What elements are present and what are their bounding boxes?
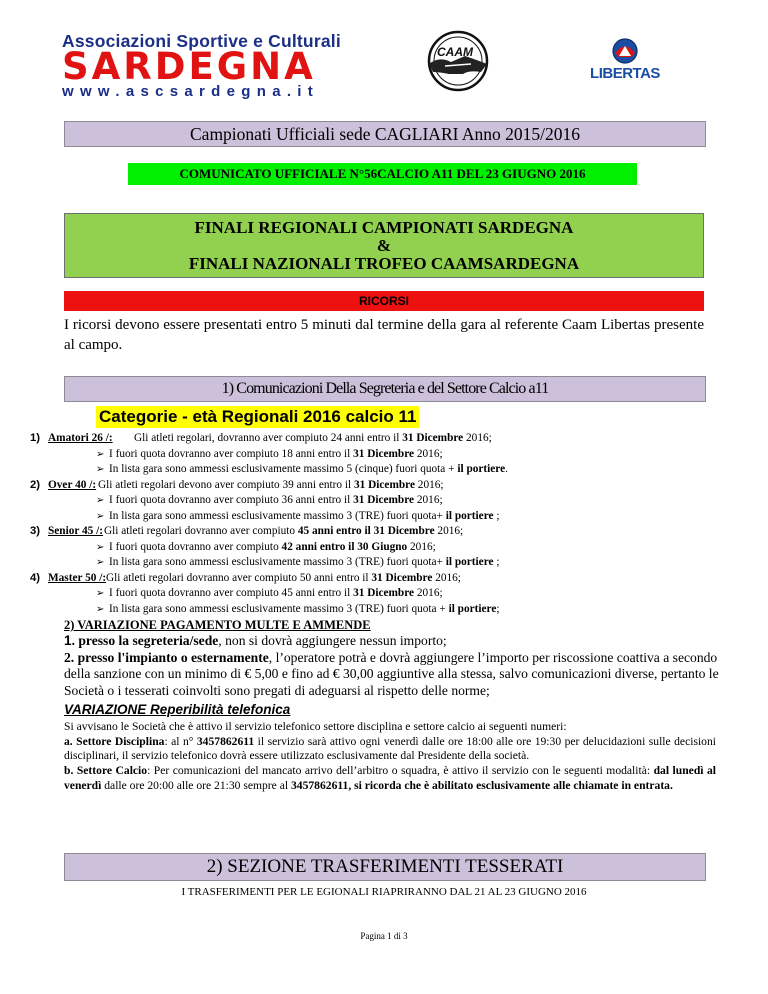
category-text: Gli atleti regolari, dovranno aver compiuto 24 anni entro il: [134, 432, 403, 444]
category-item: [20, 478, 740, 494]
arrow-bullet-icon: ➢: [96, 464, 105, 475]
category-text-bold: 31 Dicembre: [371, 571, 433, 584]
arrow-bullet-icon: ➢: [96, 557, 105, 568]
point-bold: . presso la segreteria/sede: [71, 633, 219, 648]
item-bold: 3457862611, si ricorda che è abilitato esclusivamente alle chiamate in entrata.: [290, 778, 673, 792]
subitem-text: I fuori quota dovranno aver compiuto 36 anni entro il: [109, 494, 354, 506]
heading-part: Reperibilità telefonica: [146, 702, 291, 717]
subitem-text: In lista gara sono ammessi esclusivamente massimo 3 (TRE) fuori quota+: [109, 556, 446, 568]
category-subitem: [20, 540, 740, 556]
libertas-logo: [575, 34, 675, 94]
item-text: dalle ore 20:00 alle ore 21:30 sempre al: [101, 778, 291, 792]
category-subitem: [20, 555, 740, 571]
category-subitem: [20, 602, 740, 618]
category-text: 2016;: [432, 571, 461, 584]
point-number: 1: [64, 633, 72, 648]
category-number: 3): [29, 525, 40, 537]
subitem-text: 2016;: [414, 447, 443, 460]
caam-logo-icon: [415, 30, 501, 92]
asc-logo-line2: SARDEGNA: [62, 45, 316, 88]
arrow-bullet-icon: ➢: [96, 495, 105, 506]
arrow-bullet-icon: ➢: [96, 603, 105, 615]
point-text: , non si dovrà aggiungere nessun importo;: [218, 633, 447, 648]
item-text: : Per comunicazioni del mancato arrivo dell’arbitro o squadra, è attivo il servizio con le seguenti modalità:: [147, 764, 654, 778]
point-number: 2: [64, 649, 71, 665]
arrow-bullet-icon: ➢: [96, 448, 105, 460]
asc-logo-url: www.ascsardegna.it: [62, 83, 320, 100]
item-text: : al n°: [164, 734, 197, 748]
item-text: il servizio sarà attivo ogni venerdì dalle ore 18:00 alle ore 19:30 per delucidazioni sulle decisioni disciplinari, il servizio telefonico dovrà essere utilizzato esclusivamente dal Presidente della società.: [64, 734, 716, 763]
category-subitem: [20, 493, 740, 509]
arrow-bullet-icon: ➢: [96, 510, 105, 522]
category-subitem: [20, 447, 740, 463]
subitem-text-bold: 31 Dicembre: [353, 587, 415, 599]
subitem-text: 2016;: [407, 540, 436, 553]
heading-part: VARIAZIONE: [64, 702, 147, 717]
reperibilita-item-b: [64, 764, 716, 793]
reperibilita-item-a: [64, 735, 716, 764]
arrow-bullet-icon: ➢: [96, 588, 105, 599]
category-text: Gli atleti regolari dovranno aver compiuto: [104, 525, 298, 537]
finali-line3: FINALI NAZIONALI TROFEO CAAMSARDEGNA: [188, 254, 580, 273]
section2-heading: 2) SEZIONE TRASFERIMENTI TESSERATI: [64, 853, 706, 881]
trasferimenti-text: I TRASFERIMENTI PER LE EGIONALI RIAPRIRANNO DAL 21 AL 23 GIUGNO 2016: [181, 886, 587, 898]
subitem-text: ;: [493, 509, 500, 522]
page-title: Campionati Ufficiali sede CAGLIARI Anno 2015/2016: [64, 121, 706, 147]
category-name: Over 40 /:: [48, 478, 97, 491]
point-bold: . presso l'impianto o esternamente: [70, 649, 269, 665]
item-bold: dal lunedì al venerdì: [64, 764, 716, 792]
category-number: 1): [29, 432, 40, 444]
subitem-text-bold: il portiere: [445, 556, 494, 568]
subitem-text: .: [505, 463, 508, 475]
multe-point-2: [64, 650, 724, 700]
asc-sardegna-logo: [62, 31, 402, 100]
category-item: [20, 431, 740, 447]
ricorsi-heading: RICORSI: [64, 291, 704, 311]
caam-logo: [415, 30, 501, 92]
subitem-text: ;: [496, 602, 500, 615]
subitem-text: ;: [493, 556, 500, 568]
subitem-text: In lista gara sono ammessi esclusivamente massimo 5 (cinque) fuori quota +: [109, 463, 458, 475]
category-text-bold: 45 anni entro il 31 Dicembre: [297, 525, 435, 537]
subitem-text: 2016;: [414, 587, 443, 599]
category-text: 2016;: [414, 478, 444, 491]
category-number: 4): [29, 571, 40, 584]
subitem-text: I fuori quota dovranno aver compiuto 45 anni entro il: [109, 587, 354, 599]
category-text-bold: 31 Dicembre: [402, 432, 464, 444]
page-number: Pagina 1 di 3: [360, 931, 408, 941]
category-text: 2016;: [463, 432, 492, 444]
subitem-text: I fuori quota dovranno aver compiuto 18 anni entro il: [109, 447, 354, 460]
category-number: 2): [29, 478, 40, 491]
ricorsi-text: I ricorsi devono essere presentati entro 5 minuti dal termine della gara al referente Caam Libertas presente al campo.: [64, 317, 704, 353]
subitem-text-bold: 42 anni entro il 30 Giugno: [281, 540, 408, 553]
category-name: Master 50 /:: [48, 571, 107, 584]
category-text: Gli atleti regolari dovranno aver compiuto 50 anni entro il: [106, 571, 372, 584]
subitem-text: I fuori quota dovranno aver compiuto: [109, 540, 282, 553]
section1-heading: 1) Comunicazioni Della Segreteria e del Settore Calcio a11: [64, 376, 706, 402]
multe-body: [64, 633, 724, 699]
subitem-text-bold: 31 Dicembre: [353, 447, 415, 460]
reperibilita-heading: [64, 702, 290, 717]
item-label: b. Settore Calcio: [64, 764, 148, 778]
finali-banner: [64, 213, 704, 278]
subitem-text-bold: il portiere: [445, 509, 494, 522]
subitem-text-bold: 31 Dicembre: [353, 494, 415, 506]
finali-line2: &: [376, 236, 392, 255]
category-name: Senior 45 /:: [48, 525, 104, 537]
category-subitem: [20, 462, 740, 478]
category-text: 2016;: [434, 525, 464, 537]
category-item: [20, 571, 740, 587]
category-text: Gli atleti regolari devono aver compiuto 39 anni entro il: [98, 478, 354, 491]
category-text-bold: 31 Dicembre: [354, 478, 415, 491]
subitem-text-bold: il portiere: [457, 463, 506, 475]
point-text: , l’operatore potrà e dovrà aggiungere l’importo per riscossione coattiva a secondo della sanzione con un minimo di € 5,00 e fino ad € 30,00 aggiuntive alla stessa, salvo comunicazioni diverse, pertanto le Società o i tesserati coinvolti sono pregati di adeguarsi al rispetto delle norme;: [64, 649, 719, 698]
reperibilita-intro: Si avvisano le Società che è attivo il servizio telefonico settore disciplina e settore calcio ai seguenti numeri:: [64, 720, 567, 733]
caam-logo-text: CAAM: [437, 45, 473, 59]
subitem-text-bold: il portiere: [448, 602, 497, 615]
multe-point-1: [64, 633, 724, 650]
category-subitem: [20, 586, 740, 602]
reperibilita-body: [64, 720, 716, 794]
multe-heading: 2) VARIAZIONE PAGAMENTO MULTE E AMMENDE: [64, 618, 371, 632]
subitem-text: In lista gara sono ammessi esclusivamente massimo 3 (TRE) fuori quota +: [109, 602, 449, 615]
phone-number: 3457862611: [196, 734, 255, 748]
categorie-title: Categorie - età Regionali 2016 calcio 11: [96, 406, 419, 428]
libertas-logo-text: LIBERTAS: [590, 65, 660, 82]
subitem-text: 2016;: [414, 494, 443, 506]
category-subitem: [20, 509, 740, 525]
category-name: Amatori 26 /:: [48, 432, 113, 444]
finali-line1: FINALI REGIONALI CAMPIONATI SARDEGNA: [194, 218, 574, 237]
comunicato-heading: COMUNICATO UFFICIALE N°56CALCIO A11 DEL 23 GIUGNO 2016: [128, 163, 637, 185]
asc-logo-line1: Associazioni Sportive e Culturali: [62, 31, 341, 51]
subitem-text: In lista gara sono ammessi esclusivamente massimo 3 (TRE) fuori quota+: [109, 509, 446, 522]
arrow-bullet-icon: ➢: [96, 541, 105, 553]
item-label: a. Settore Disciplina: [64, 734, 165, 748]
categories-list: [20, 431, 740, 617]
category-item: [20, 524, 740, 540]
